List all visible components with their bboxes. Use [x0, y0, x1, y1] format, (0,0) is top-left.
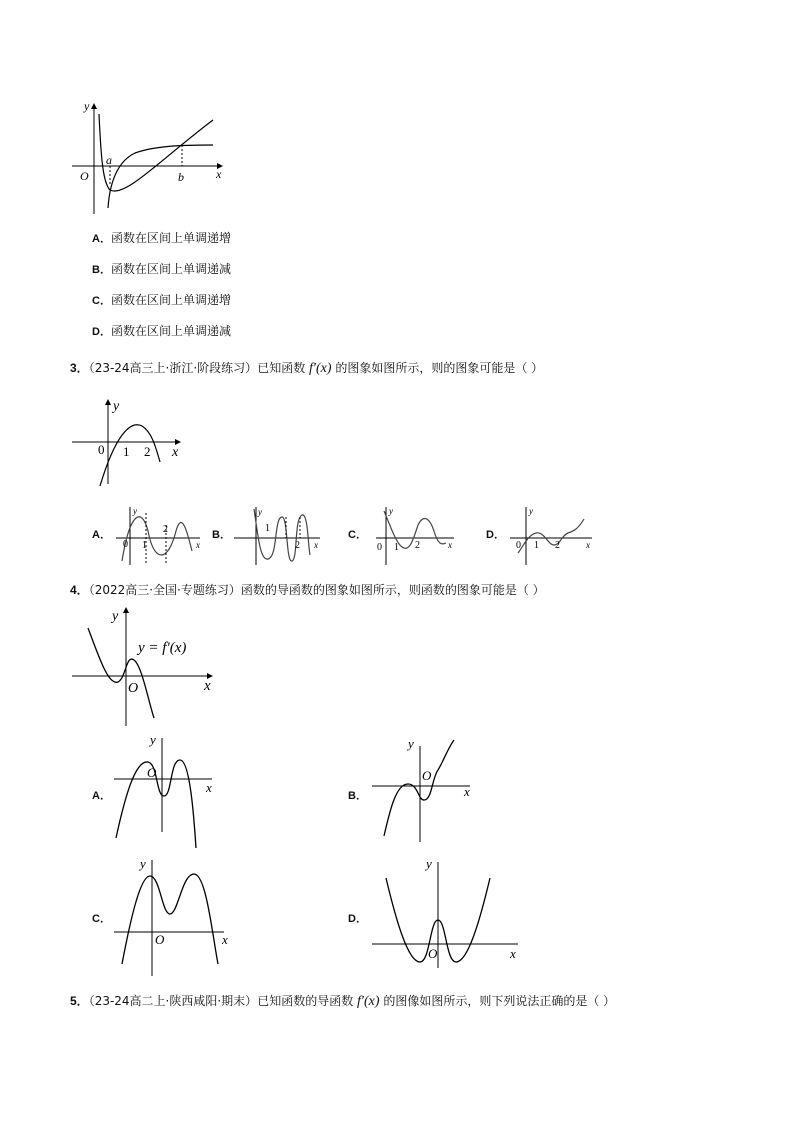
- x-label: x: [448, 540, 452, 550]
- y-label: y: [112, 609, 119, 624]
- option-label: C．: [92, 295, 111, 307]
- option-graph: [112, 732, 222, 852]
- x-label: x: [314, 540, 318, 550]
- x-label: x: [172, 445, 179, 460]
- question-number: 4．: [70, 583, 89, 597]
- tick-1: 1: [142, 540, 147, 551]
- q3-option-c[interactable]: [348, 505, 460, 567]
- option-graph: [368, 852, 523, 970]
- option-label: A．: [92, 790, 111, 802]
- q4-option-d[interactable]: [348, 852, 523, 970]
- q4-option-a[interactable]: [92, 732, 222, 852]
- q3-option-d[interactable]: [486, 505, 598, 567]
- x-label: x: [206, 780, 212, 795]
- y-label: y: [529, 506, 533, 516]
- origin-label: O: [128, 681, 139, 696]
- tick-1: 1: [123, 444, 130, 459]
- origin-label: O: [147, 765, 157, 780]
- origin-label: O: [428, 946, 438, 961]
- tick-1: 1: [265, 523, 270, 534]
- y-label: y: [389, 506, 393, 516]
- q2-option-c[interactable]: [92, 292, 231, 309]
- curve-reciprocal: [99, 114, 213, 191]
- q2-option-b[interactable]: [92, 261, 231, 278]
- tick-2: 2: [295, 540, 300, 551]
- tick-1: 1: [394, 542, 399, 553]
- option-text: 函数在区间上单调递增: [110, 231, 231, 245]
- x-label: x: [464, 784, 470, 799]
- b-label: b: [178, 170, 184, 184]
- q4-graph: [70, 604, 220, 729]
- option-label: A．: [92, 233, 111, 245]
- stem-text: 的图象如图所示，则的图象可能是（ ）: [335, 361, 544, 375]
- tick-2: 2: [144, 444, 151, 459]
- origin-label: 0: [98, 442, 105, 457]
- origin-label: O: [422, 768, 432, 783]
- option-label: C．: [92, 913, 111, 925]
- a-label: a: [106, 153, 112, 167]
- curve-label: y = f′(x): [138, 640, 187, 656]
- tick-2: 2: [415, 540, 420, 551]
- x-label: x: [510, 946, 516, 961]
- option-label: D．: [486, 529, 505, 541]
- option-text: 函数在区间上单调递增: [110, 293, 231, 307]
- function-notation: f′(x): [357, 994, 380, 1009]
- y-label: y: [426, 856, 432, 871]
- origin-label: 0: [123, 539, 128, 550]
- curve-log: [108, 145, 213, 208]
- x-label: x: [216, 167, 222, 181]
- option-graph: [112, 852, 237, 977]
- q2-option-a[interactable]: [92, 230, 231, 247]
- question-source: （23-24高三上·浙江·阶段练习）: [88, 361, 258, 375]
- stem-text: 函数的导函数的图象如图所示，则函数的图象可能是（ ）: [240, 583, 545, 597]
- question-number: 5．: [70, 994, 89, 1008]
- option-label: D．: [348, 913, 367, 925]
- y-label: y: [140, 856, 146, 871]
- x-label: x: [204, 678, 211, 694]
- option-label: C．: [348, 529, 367, 541]
- x-label: x: [586, 540, 590, 550]
- option-text: 函数在区间上单调递减: [110, 324, 231, 338]
- option-curve: [384, 740, 454, 836]
- y-label: y: [258, 507, 262, 517]
- q3-option-a[interactable]: [92, 505, 204, 567]
- tick-2: 2: [163, 524, 168, 535]
- origin-label: 0: [516, 540, 521, 551]
- option-curve: [254, 509, 310, 561]
- y-label: y: [84, 99, 90, 113]
- y-label: y: [133, 506, 137, 516]
- q4-option-b[interactable]: [348, 734, 478, 844]
- derivative-curve: [100, 425, 160, 486]
- q3-stem: [70, 360, 543, 377]
- stem-text: 已知函数: [257, 361, 306, 375]
- stem-text: 的图像如图所示，则下列说法正确的是（ ）: [383, 994, 616, 1008]
- option-label: B．: [92, 264, 111, 276]
- question-number: 3．: [70, 361, 89, 375]
- origin-label: O: [155, 932, 165, 947]
- option-curve: [518, 519, 584, 553]
- question-source: （2022高三·全国·专题练习）: [88, 583, 241, 597]
- function-notation: f′(x): [309, 361, 332, 376]
- x-label: x: [222, 932, 228, 947]
- y-label: y: [113, 399, 120, 414]
- option-graph: [368, 734, 478, 844]
- q4-option-c[interactable]: [92, 852, 237, 977]
- q4-stem: [70, 582, 545, 598]
- option-graph: [112, 505, 204, 567]
- y-label: y: [408, 736, 414, 751]
- origin-label: 0: [377, 542, 382, 553]
- option-label: B．: [212, 529, 231, 541]
- origin-label: O: [80, 169, 89, 183]
- x-label: x: [196, 540, 200, 550]
- tick-2: 2: [555, 540, 560, 551]
- option-curve: [122, 517, 192, 561]
- option-label: D．: [92, 326, 111, 338]
- stem-text: 已知函数的导函数: [257, 994, 354, 1008]
- option-label: A．: [92, 529, 111, 541]
- q3-option-b[interactable]: [212, 505, 324, 567]
- tick-1: 1: [534, 540, 539, 551]
- question-source: （23-24高二上·陕西咸阳·期末）: [88, 994, 258, 1008]
- option-label: B．: [348, 790, 367, 802]
- option-graph: [506, 505, 598, 567]
- option-graph: [232, 505, 324, 567]
- q2-option-d[interactable]: [92, 323, 231, 340]
- option-curve: [122, 874, 218, 964]
- q2-graph: [70, 98, 230, 216]
- option-text: 函数在区间上单调递减: [110, 262, 231, 276]
- q3-graph: [70, 396, 185, 488]
- option-graph: [368, 505, 460, 567]
- y-label: y: [150, 732, 156, 747]
- q5-stem: [70, 993, 615, 1010]
